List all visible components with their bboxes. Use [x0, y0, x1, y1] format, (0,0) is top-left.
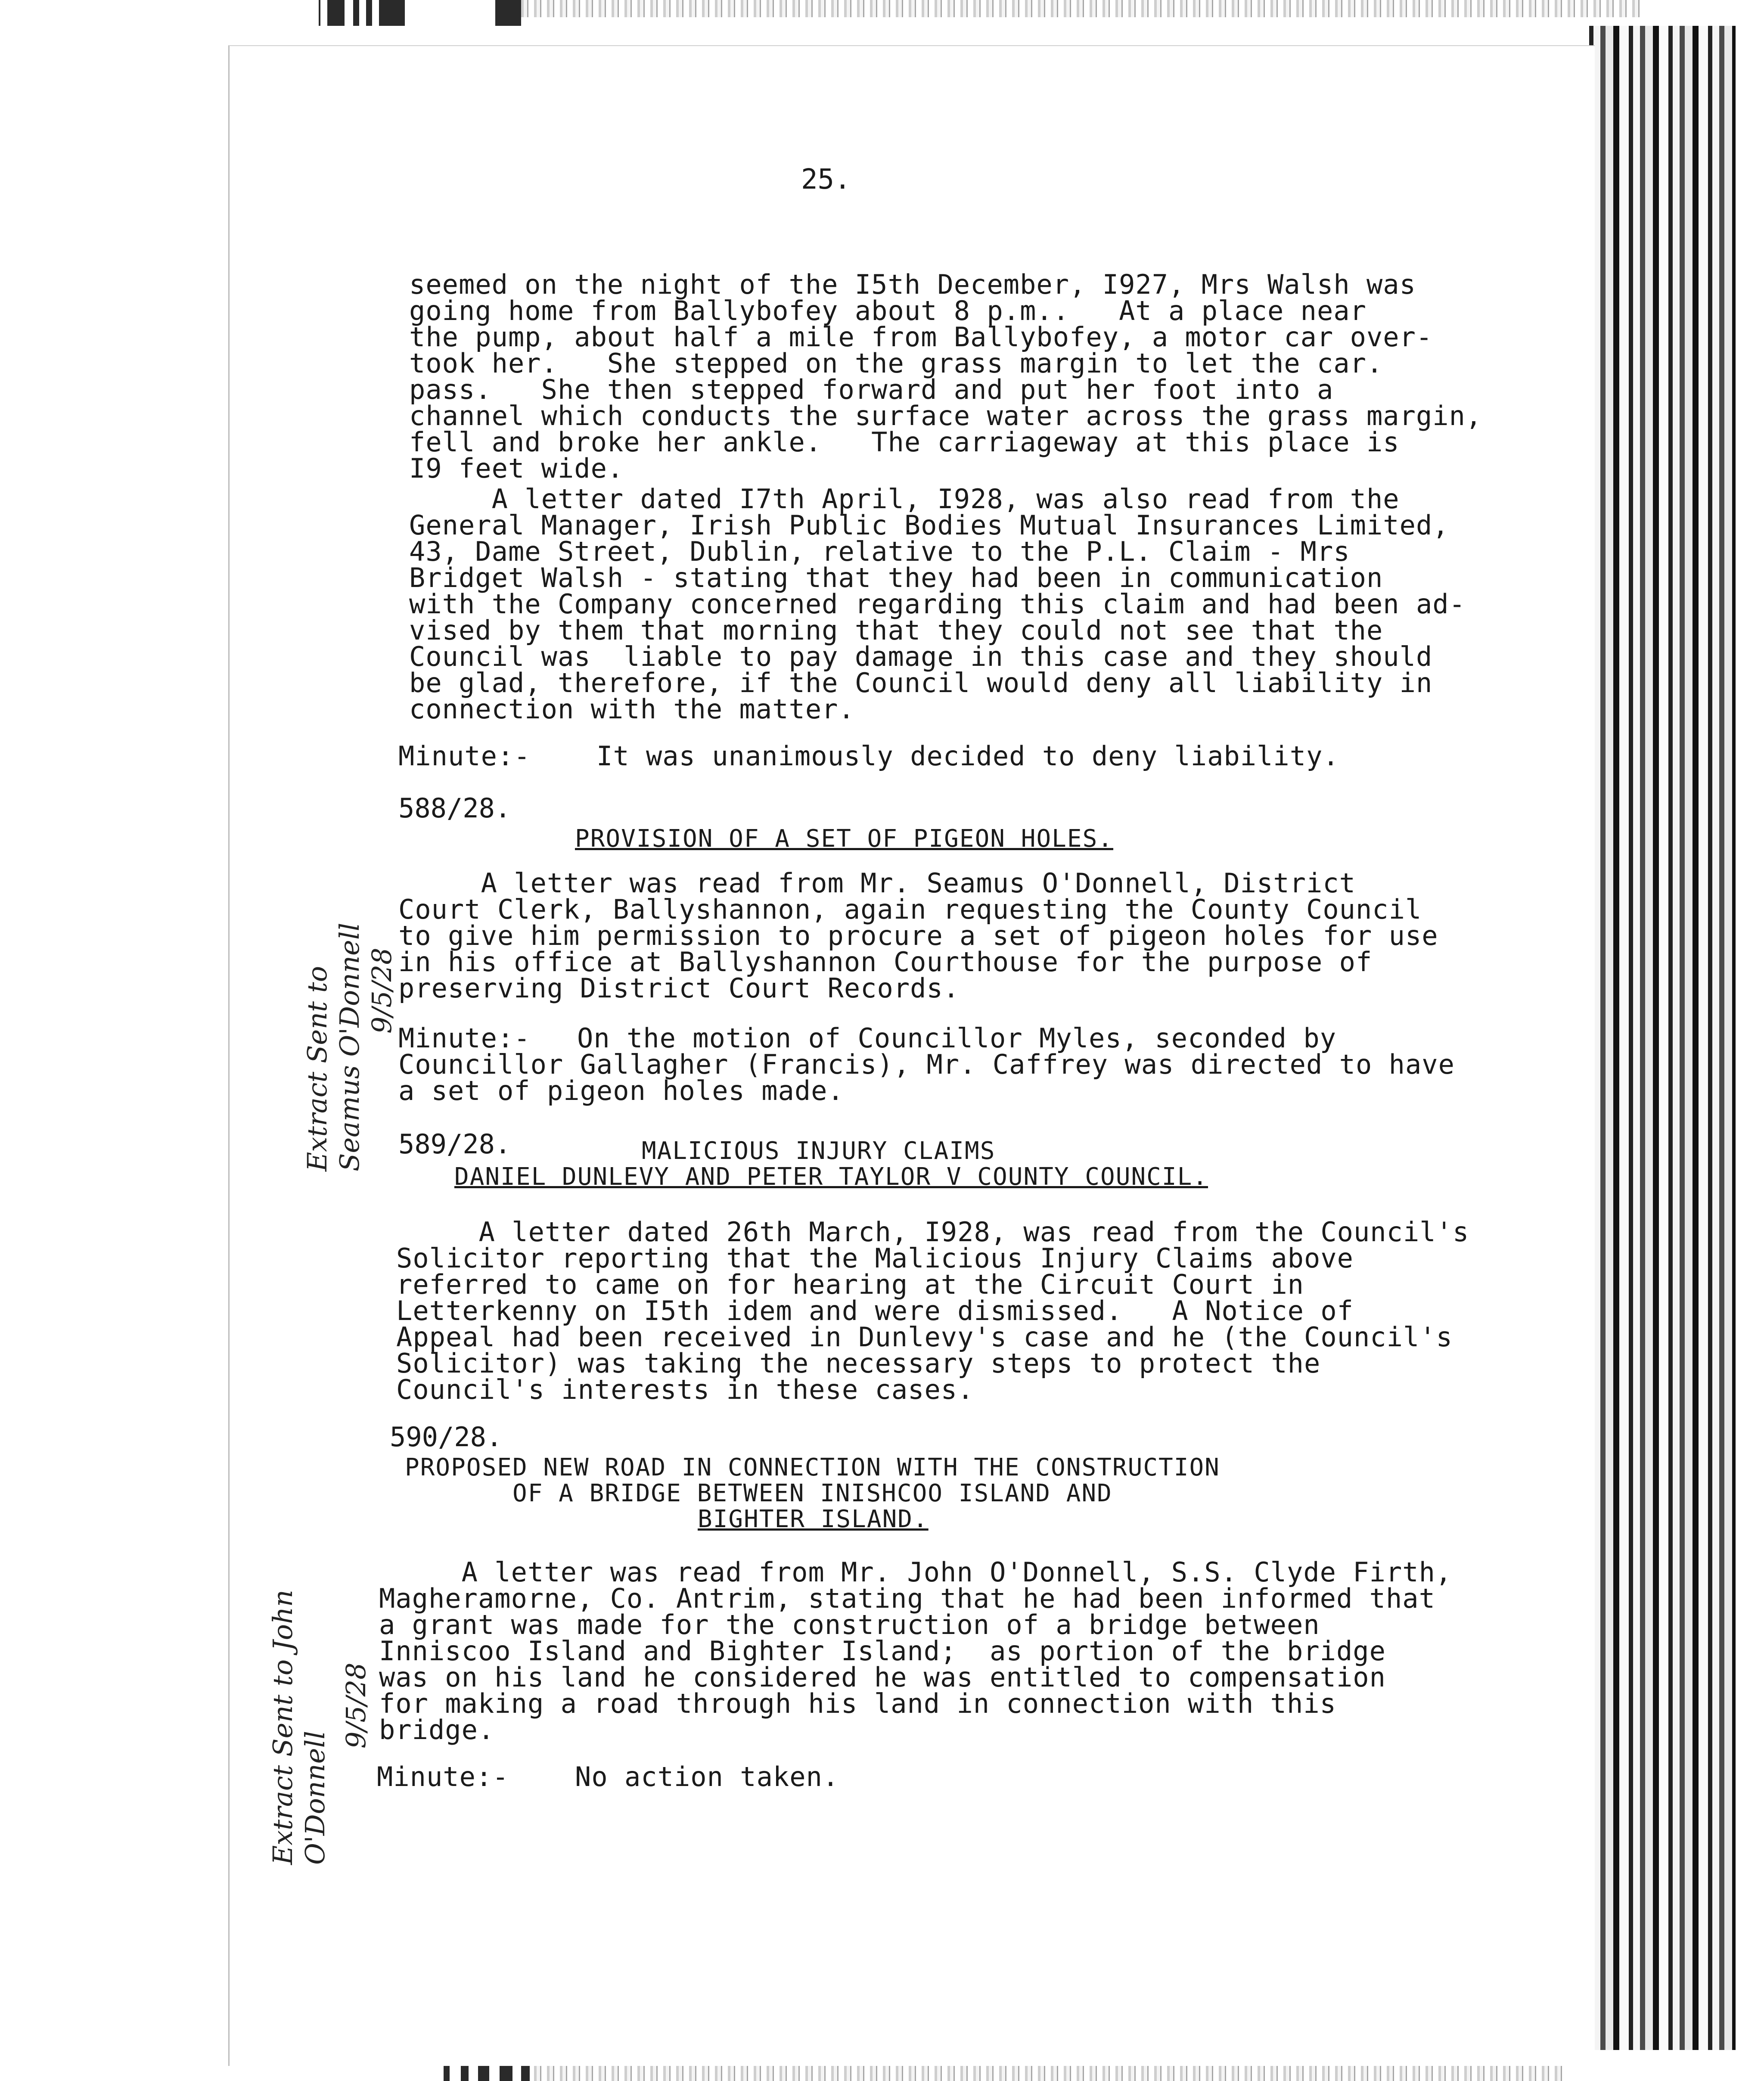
text-line: fell and broke her ankle. The carriageway at this place is: [409, 426, 1400, 458]
binder-edge: [1589, 26, 1736, 2050]
scan-noise-top: [521, 0, 1641, 17]
item-reference: 590/28.: [390, 1421, 503, 1453]
text-line: Councillor Gallagher (Francis), Mr. Caffrey was directed to have: [398, 1049, 1455, 1080]
text-line: the pump, about half a mile from Ballybofey, a motor car over-: [409, 321, 1433, 353]
minute-text: No action taken.: [575, 1761, 839, 1792]
text-line: channel which conducts the surface water across the grass margin,: [409, 400, 1482, 432]
text-line: Bridget Walsh - stating that they had been in communication: [409, 562, 1383, 593]
text-line: Inniscoo Island and Bighter Island; as portion of the bridge: [379, 1635, 1386, 1667]
text-line: took her. She stepped on the grass margin to let the car.: [409, 348, 1383, 379]
text-line: I9 feet wide.: [409, 453, 624, 484]
text-line: going home from Ballybofey about 8 p.m.. At a place near: [409, 295, 1366, 326]
text-line: A letter dated I7th April, I928, was also read from the: [409, 483, 1400, 515]
text-line: Magheramorne, Co. Antrim, stating that he had been informed that: [379, 1583, 1435, 1614]
section-heading: MALICIOUS INJURY CLAIMS: [642, 1137, 996, 1165]
minute-label: Minute:-: [377, 1761, 509, 1792]
section-heading: PROPOSED NEW ROAD IN CONNECTION WITH THE CONSTRUCTION: [405, 1454, 1220, 1482]
text-line: bridge.: [379, 1714, 495, 1746]
scan-edge-top: [319, 0, 320, 26]
text-line: a set of pigeon holes made.: [398, 1075, 844, 1106]
margin-note-handwritten: Seamus O'Donnell: [334, 922, 365, 1171]
text-line: a grant was made for the construction of a bridge between: [379, 1609, 1320, 1640]
text-line: Council's interests in these cases.: [396, 1374, 974, 1405]
text-line: Appeal had been received in Dunlevy's case and he (the Council's: [396, 1321, 1453, 1353]
margin-note-handwritten: O'Donnell: [299, 1730, 331, 1865]
text-line: On the motion of Councillor Myles, seconded by: [577, 1022, 1337, 1054]
text-line: preserving District Court Records.: [398, 972, 960, 1004]
text-line: connection with the matter.: [409, 693, 855, 725]
margin-note-date: 9/5/28: [366, 947, 398, 1034]
text-line: Solicitor reporting that the Malicious Injury Claims above: [396, 1242, 1354, 1274]
text-line: General Manager, Irish Public Bodies Mutual Insurances Limited,: [409, 509, 1449, 541]
text-line: with the Company concerned regarding this claim and had been ad-: [409, 588, 1466, 620]
section-heading: DANIEL DUNLEVY AND PETER TAYLOR V COUNTY COUNCIL.: [454, 1163, 1208, 1191]
scan-edge-top: [366, 0, 372, 26]
text-line: be glad, therefore, if the Council would deny all liability in: [409, 667, 1433, 699]
text-line: vised by them that morning that they could not see that the: [409, 615, 1383, 646]
text-line: Council was liable to pay damage in this case and they should: [409, 641, 1433, 672]
text-line: Solicitor) was taking the necessary steps to protect the: [396, 1348, 1321, 1379]
item-reference: 588/28.: [398, 792, 511, 824]
scan-edge-top: [495, 0, 521, 26]
section-heading: BIGHTER ISLAND.: [698, 1505, 929, 1533]
scan-edge-top: [327, 0, 345, 26]
margin-note-handwritten: Extract Sent to John: [267, 1590, 298, 1865]
section-heading: PROVISION OF A SET OF PIGEON HOLES.: [575, 825, 1114, 853]
text-line: was on his land he considered he was entitled to compensation: [379, 1662, 1386, 1693]
item-reference: 589/28.: [398, 1128, 511, 1160]
margin-note-date: 9/5/28: [340, 1662, 372, 1749]
minute-label: Minute:-: [398, 1022, 531, 1054]
scan-edge-top: [353, 0, 359, 26]
margin-note-handwritten: Extract Sent to: [301, 966, 333, 1171]
text-line: A letter dated 26th March, I928, was read from the Council's: [396, 1216, 1469, 1248]
text-line: for making a road through his land in connection with this: [379, 1688, 1336, 1719]
minute-label: Minute:-: [398, 740, 531, 772]
section-heading: OF A BRIDGE BETWEEN INISHCOO ISLAND AND: [512, 1479, 1112, 1507]
text-line: pass. She then stepped forward and put her foot into a: [409, 374, 1334, 405]
text-line: A letter was read from Mr. John O'Donnell, S.S. Clyde Firth,: [379, 1556, 1452, 1588]
text-line: 43, Dame Street, Dublin, relative to the P.L. Claim - Mrs: [409, 536, 1350, 567]
page-number: 25.: [801, 164, 851, 196]
text-line: Court Clerk, Ballyshannon, again requesting the County Council: [398, 894, 1422, 925]
text-line: referred to came on for hearing at the Circuit Court in: [396, 1269, 1304, 1300]
text-line: A letter was read from Mr. Seamus O'Donnell, District: [398, 867, 1356, 899]
minute-text: It was unanimously decided to deny liability.: [596, 740, 1339, 772]
text-line: in his office at Ballyshannon Courthouse for the purpose of: [398, 946, 1373, 978]
text-line: seemed on the night of the I5th December, I927, Mrs Walsh was: [409, 269, 1416, 300]
text-line: to give him permission to procure a set of pigeon holes for use: [398, 920, 1438, 951]
text-line: Letterkenny on I5th idem and were dismissed. A Notice of: [396, 1295, 1354, 1326]
scan-edge-top: [379, 0, 405, 26]
